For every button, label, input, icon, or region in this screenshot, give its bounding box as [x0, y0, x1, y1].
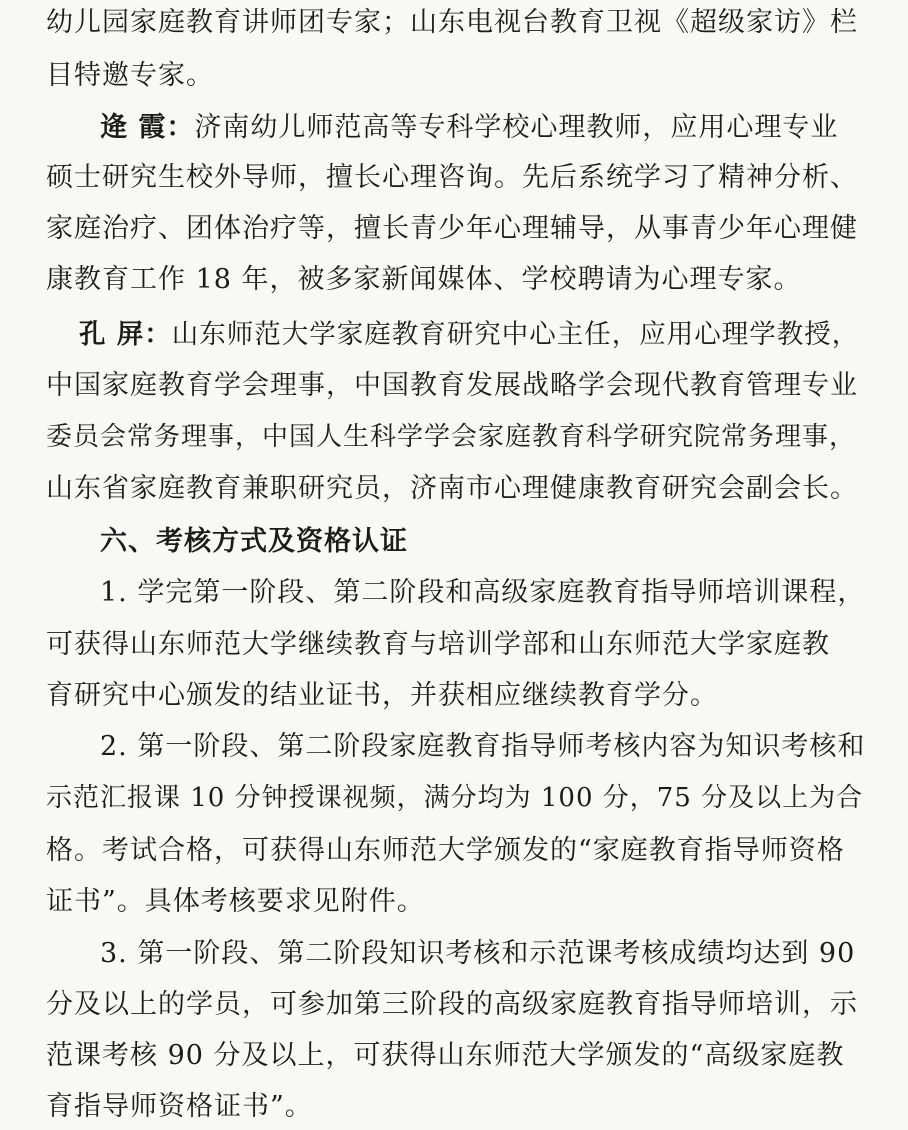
text-line-18: [46, 885, 425, 919]
line-text: 中国家庭教育学会理事，中国教育发展战略学会现代教育管理专业: [46, 370, 858, 401]
text-line-4: [46, 161, 858, 195]
text-line-6: [46, 263, 802, 297]
line-text: 可获得山东师范大学继续教育与培训学部和山东师范大学家庭教: [46, 629, 830, 660]
text-line-19: [100, 937, 855, 971]
text-line-9: [46, 420, 856, 454]
line-text: 分及以上的学员，可参加第三阶段的高级家庭教育指导师培训，示: [46, 989, 858, 1020]
line-text: 范课考核 90 分及以上，可获得山东师范大学颁发的“高级家庭教: [46, 1040, 845, 1071]
section-heading: [100, 525, 408, 559]
person-name: 孔 屏：: [79, 319, 172, 350]
text-line-20: [46, 988, 858, 1022]
text-line-12: [100, 576, 865, 610]
line-text: 硕士研究生校外导师，擅长心理咨询。先后系统学习了精神分析、: [46, 162, 858, 193]
line-text: 2. 第一阶段、第二阶段家庭教育指导师考核内容为知识考核和: [100, 731, 866, 762]
text-line-14: [46, 679, 718, 713]
line-text: 济南幼儿师范高等专科学校心理教师，应用心理专业: [194, 112, 839, 143]
text-line-10: [46, 472, 858, 506]
text-line-8: [46, 369, 858, 403]
person-name: 逄 霞：: [100, 112, 195, 143]
text-line-5: [46, 212, 858, 246]
line-text: 示范汇报课 10 分钟授课视频，满分均为 100 分，75 分及以上为合: [46, 783, 864, 813]
line-text: 山东省家庭教育兼职研究员，济南市心理健康教育研究会副会长。: [46, 473, 858, 504]
line-text: 目特邀专家。: [46, 60, 214, 91]
line-text: 1. 学完第一阶段、第二阶段和高级家庭教育指导师培训课程，: [100, 577, 866, 608]
bio-kong-ping: [79, 318, 859, 352]
text-line-21: [46, 1039, 844, 1073]
line-text: 家庭治疗、团体治疗等，擅长青少年心理辅导，从事青少年心理健: [46, 213, 858, 244]
line-text: 育研究中心颁发的结业证书，并获相应继续教育学分。: [46, 680, 718, 711]
text-line-16: [46, 781, 863, 815]
text-line-22: [46, 1090, 313, 1124]
heading-text: 六、考核方式及资格认证: [100, 526, 408, 557]
text-line-15: [100, 730, 865, 764]
line-text: 格。考试合格，可获得山东师范大学颁发的“家庭教育指导师资格: [46, 835, 845, 866]
line-text: 幼儿园家庭教育讲师团专家；山东电视台教育卫视《超级家访》栏: [46, 7, 858, 38]
bio-feng-xia: [100, 111, 838, 145]
text-line-1: [46, 6, 858, 40]
text-line-13: [46, 628, 830, 662]
line-text: 证书”。具体考核要求见附件。: [46, 886, 425, 917]
line-text: 3. 第一阶段、第二阶段知识考核和示范课考核成绩均达到 90: [100, 938, 856, 969]
line-text: 山东师范大学家庭教育研究中心主任，应用心理学教授，: [171, 319, 860, 350]
line-text: 育指导师资格证书”。: [46, 1091, 313, 1122]
text-line-2: [46, 59, 214, 93]
text-line-17: [46, 834, 845, 868]
line-text: 委员会常务理事，中国人生科学学会家庭教育科学研究院常务理事，: [46, 422, 857, 452]
line-text: 康教育工作 18 年，被多家新闻媒体、学校聘请为心理专家。: [46, 264, 802, 295]
